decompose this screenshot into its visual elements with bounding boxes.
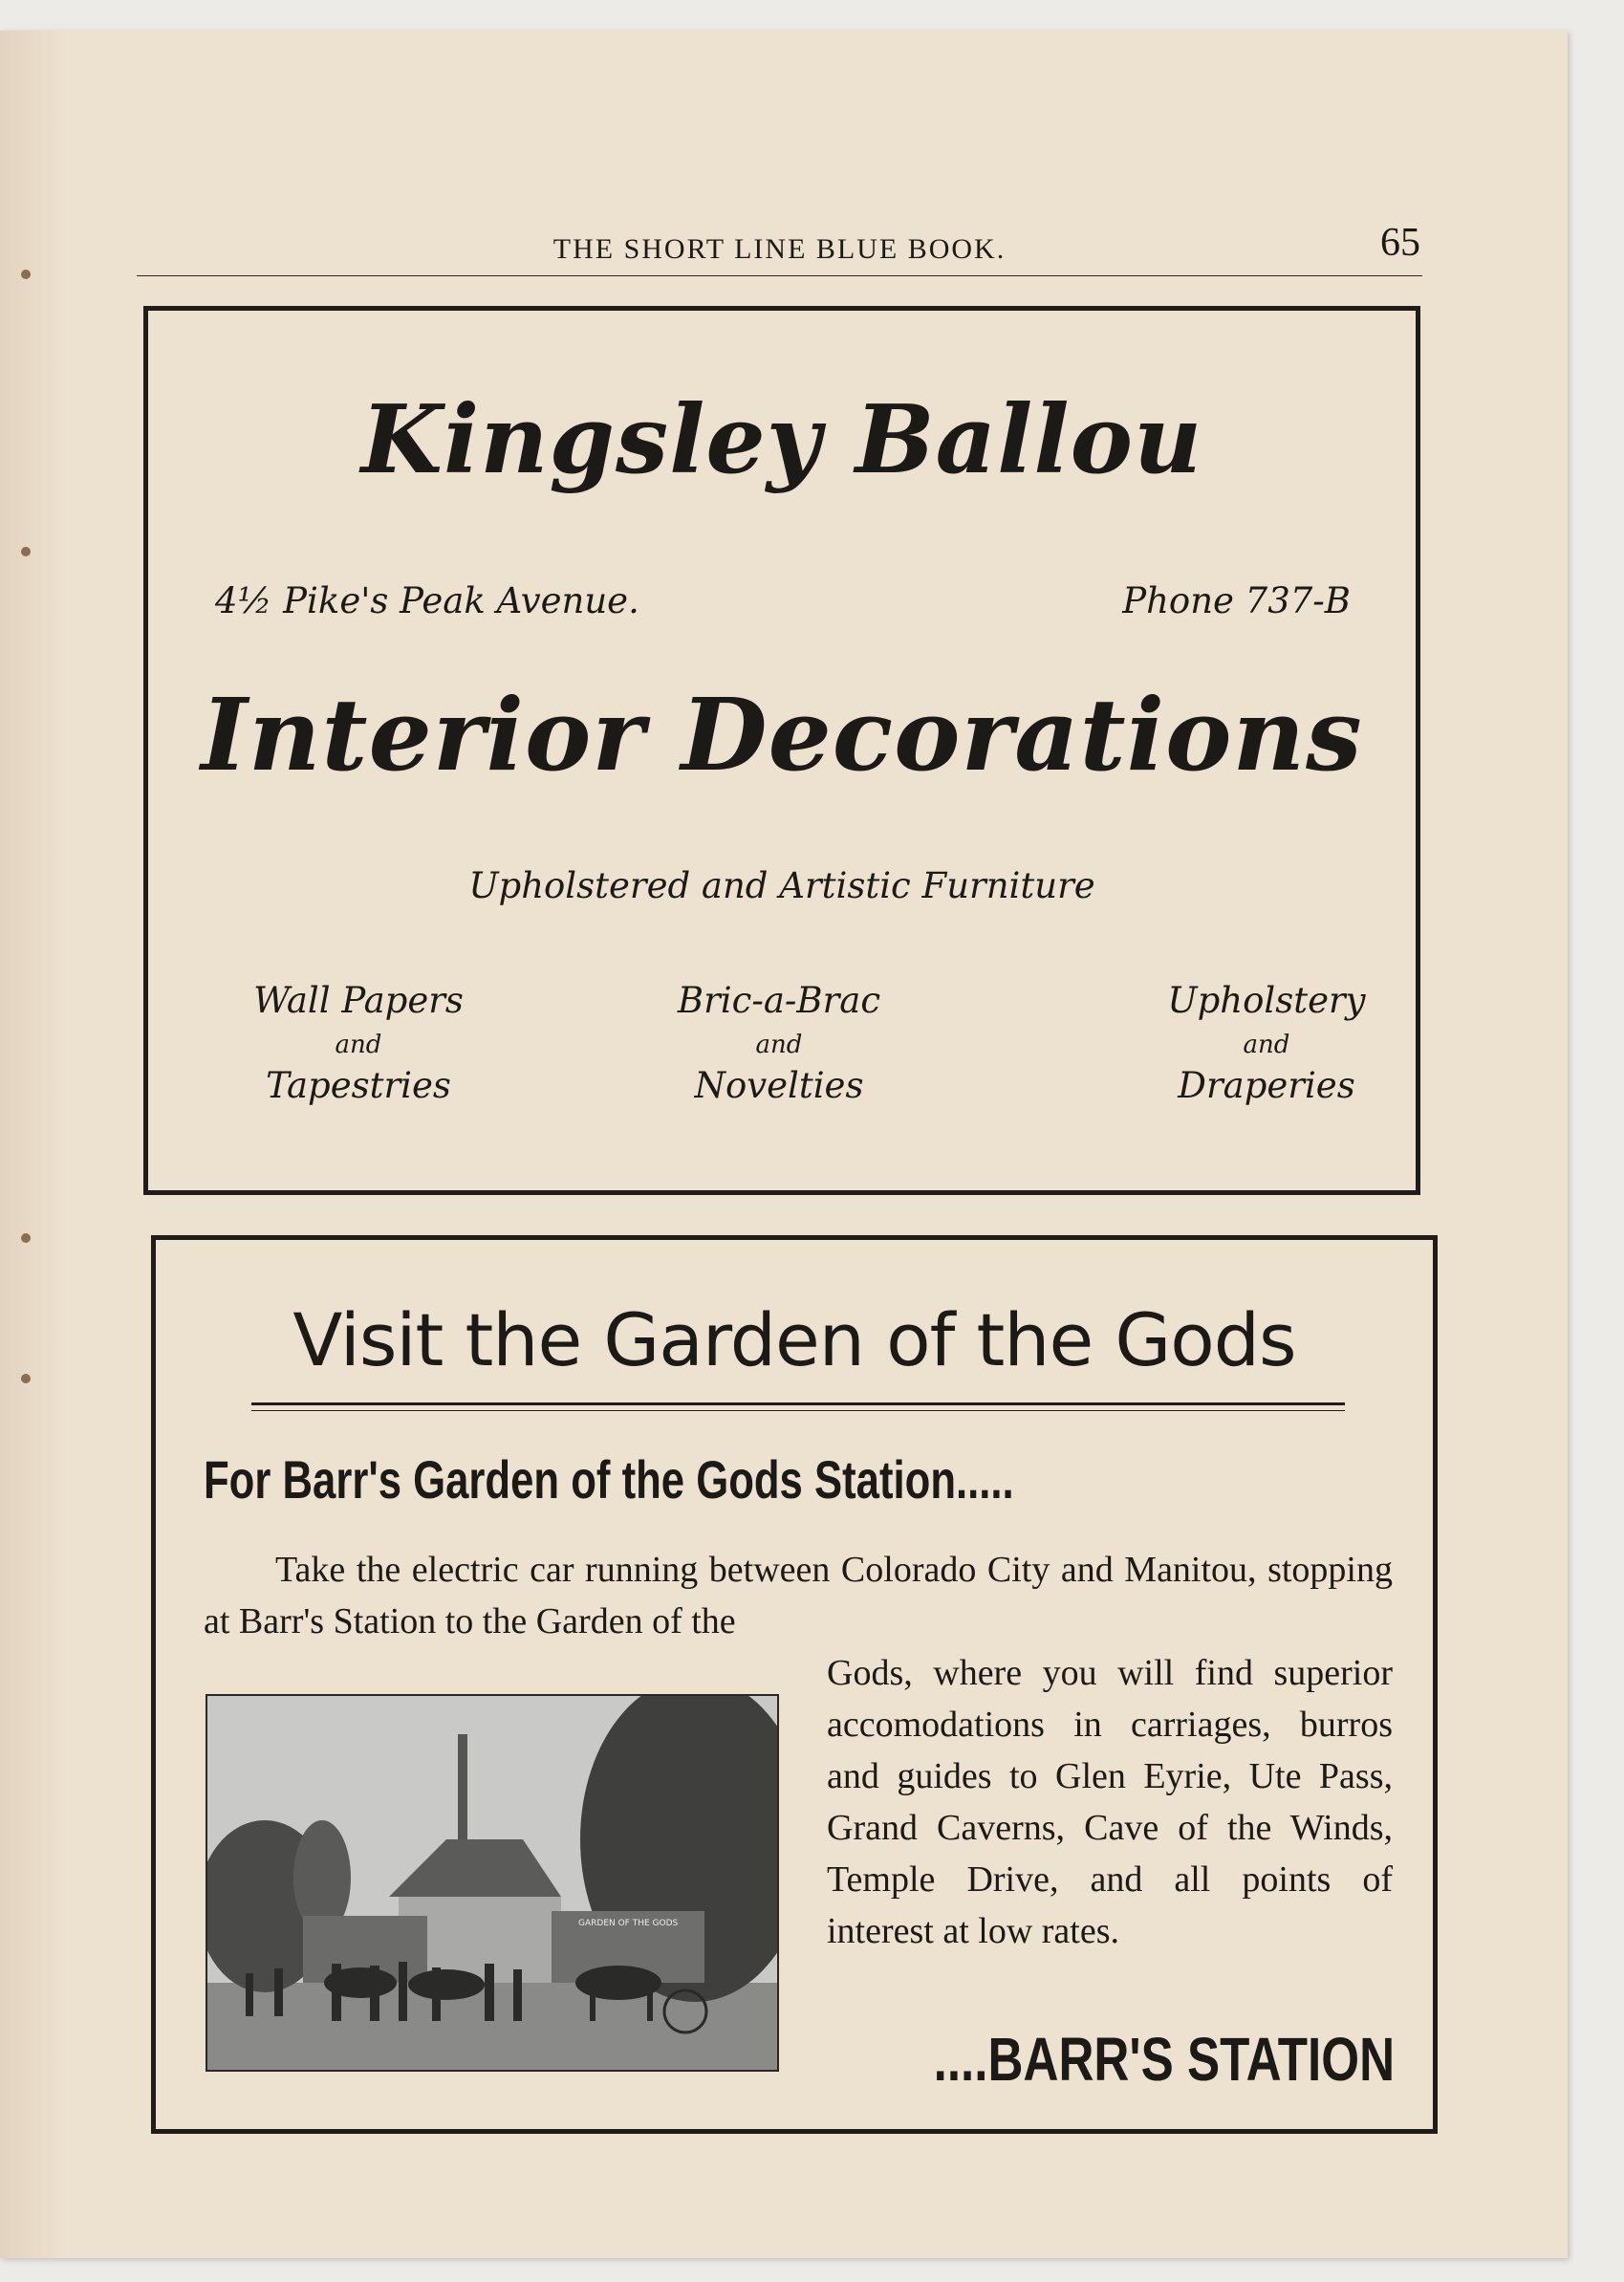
product-joiner: and	[1243, 1031, 1290, 1059]
title-rule	[251, 1410, 1345, 1411]
ad-paragraph-top: Take the electric car running between Colorado City and Manitou, stopping at Barr's Station to the Garden of the	[204, 1550, 1393, 1641]
ad-signature: ....BARR'S STATION	[933, 2025, 1395, 2094]
ad-paragraph-side: Gods, where you will find superior accomodations in carriages, burros and guides to Glen Eyrie, Ute Pass, Grand Caverns, Cave of the Winds, Temple Drive, and all points of interest at low rates.	[827, 1653, 1393, 1951]
business-address: 4½ Pike's Peak Avenue.	[215, 580, 639, 621]
business-phone: Phone 737-B	[1122, 580, 1351, 621]
product-line: Tapestries	[266, 1065, 451, 1106]
header-title: THE SHORT LINE BLUE BOOK.	[552, 233, 1007, 265]
advertisement-kingsley-ballou	[143, 306, 1420, 1195]
running-header	[137, 221, 1422, 276]
binding-hole	[21, 270, 31, 279]
book-page	[0, 31, 1568, 2258]
product-line: Draperies	[1178, 1065, 1355, 1106]
product-line: Novelties	[694, 1065, 864, 1106]
advertisement-barrs-station	[151, 1235, 1438, 2134]
ad-headline: Interior Decorations	[201, 676, 1363, 793]
product-line: Wall Papers	[253, 980, 464, 1021]
product-column	[1114, 980, 1419, 1106]
page-number: 65	[1380, 221, 1420, 265]
ad-title: Visit the Garden of the Gods	[292, 1297, 1296, 1382]
binding-hole	[21, 547, 31, 556]
product-column	[626, 980, 932, 1106]
binding-hole	[21, 1374, 31, 1383]
photo-sign-text: GARDEN OF THE GODS	[578, 1919, 679, 1928]
station-photo-illustration	[207, 1696, 777, 2070]
business-name: Kingsley Ballou	[360, 385, 1203, 495]
station-photo	[206, 1694, 779, 2072]
page-binding	[0, 31, 67, 2258]
product-joiner: and	[755, 1031, 803, 1059]
product-column	[206, 980, 511, 1106]
title-rule	[251, 1402, 1345, 1405]
product-line: Upholstery	[1167, 980, 1366, 1021]
product-joiner: and	[335, 1031, 382, 1059]
product-line: Bric-a-Brac	[677, 980, 881, 1021]
binding-hole	[21, 1233, 31, 1243]
ad-subtitle: For Barr's Garden of the Gods Station.....	[204, 1449, 1014, 1510]
ad-subline: Upholstered and Artistic Furniture	[468, 865, 1095, 906]
